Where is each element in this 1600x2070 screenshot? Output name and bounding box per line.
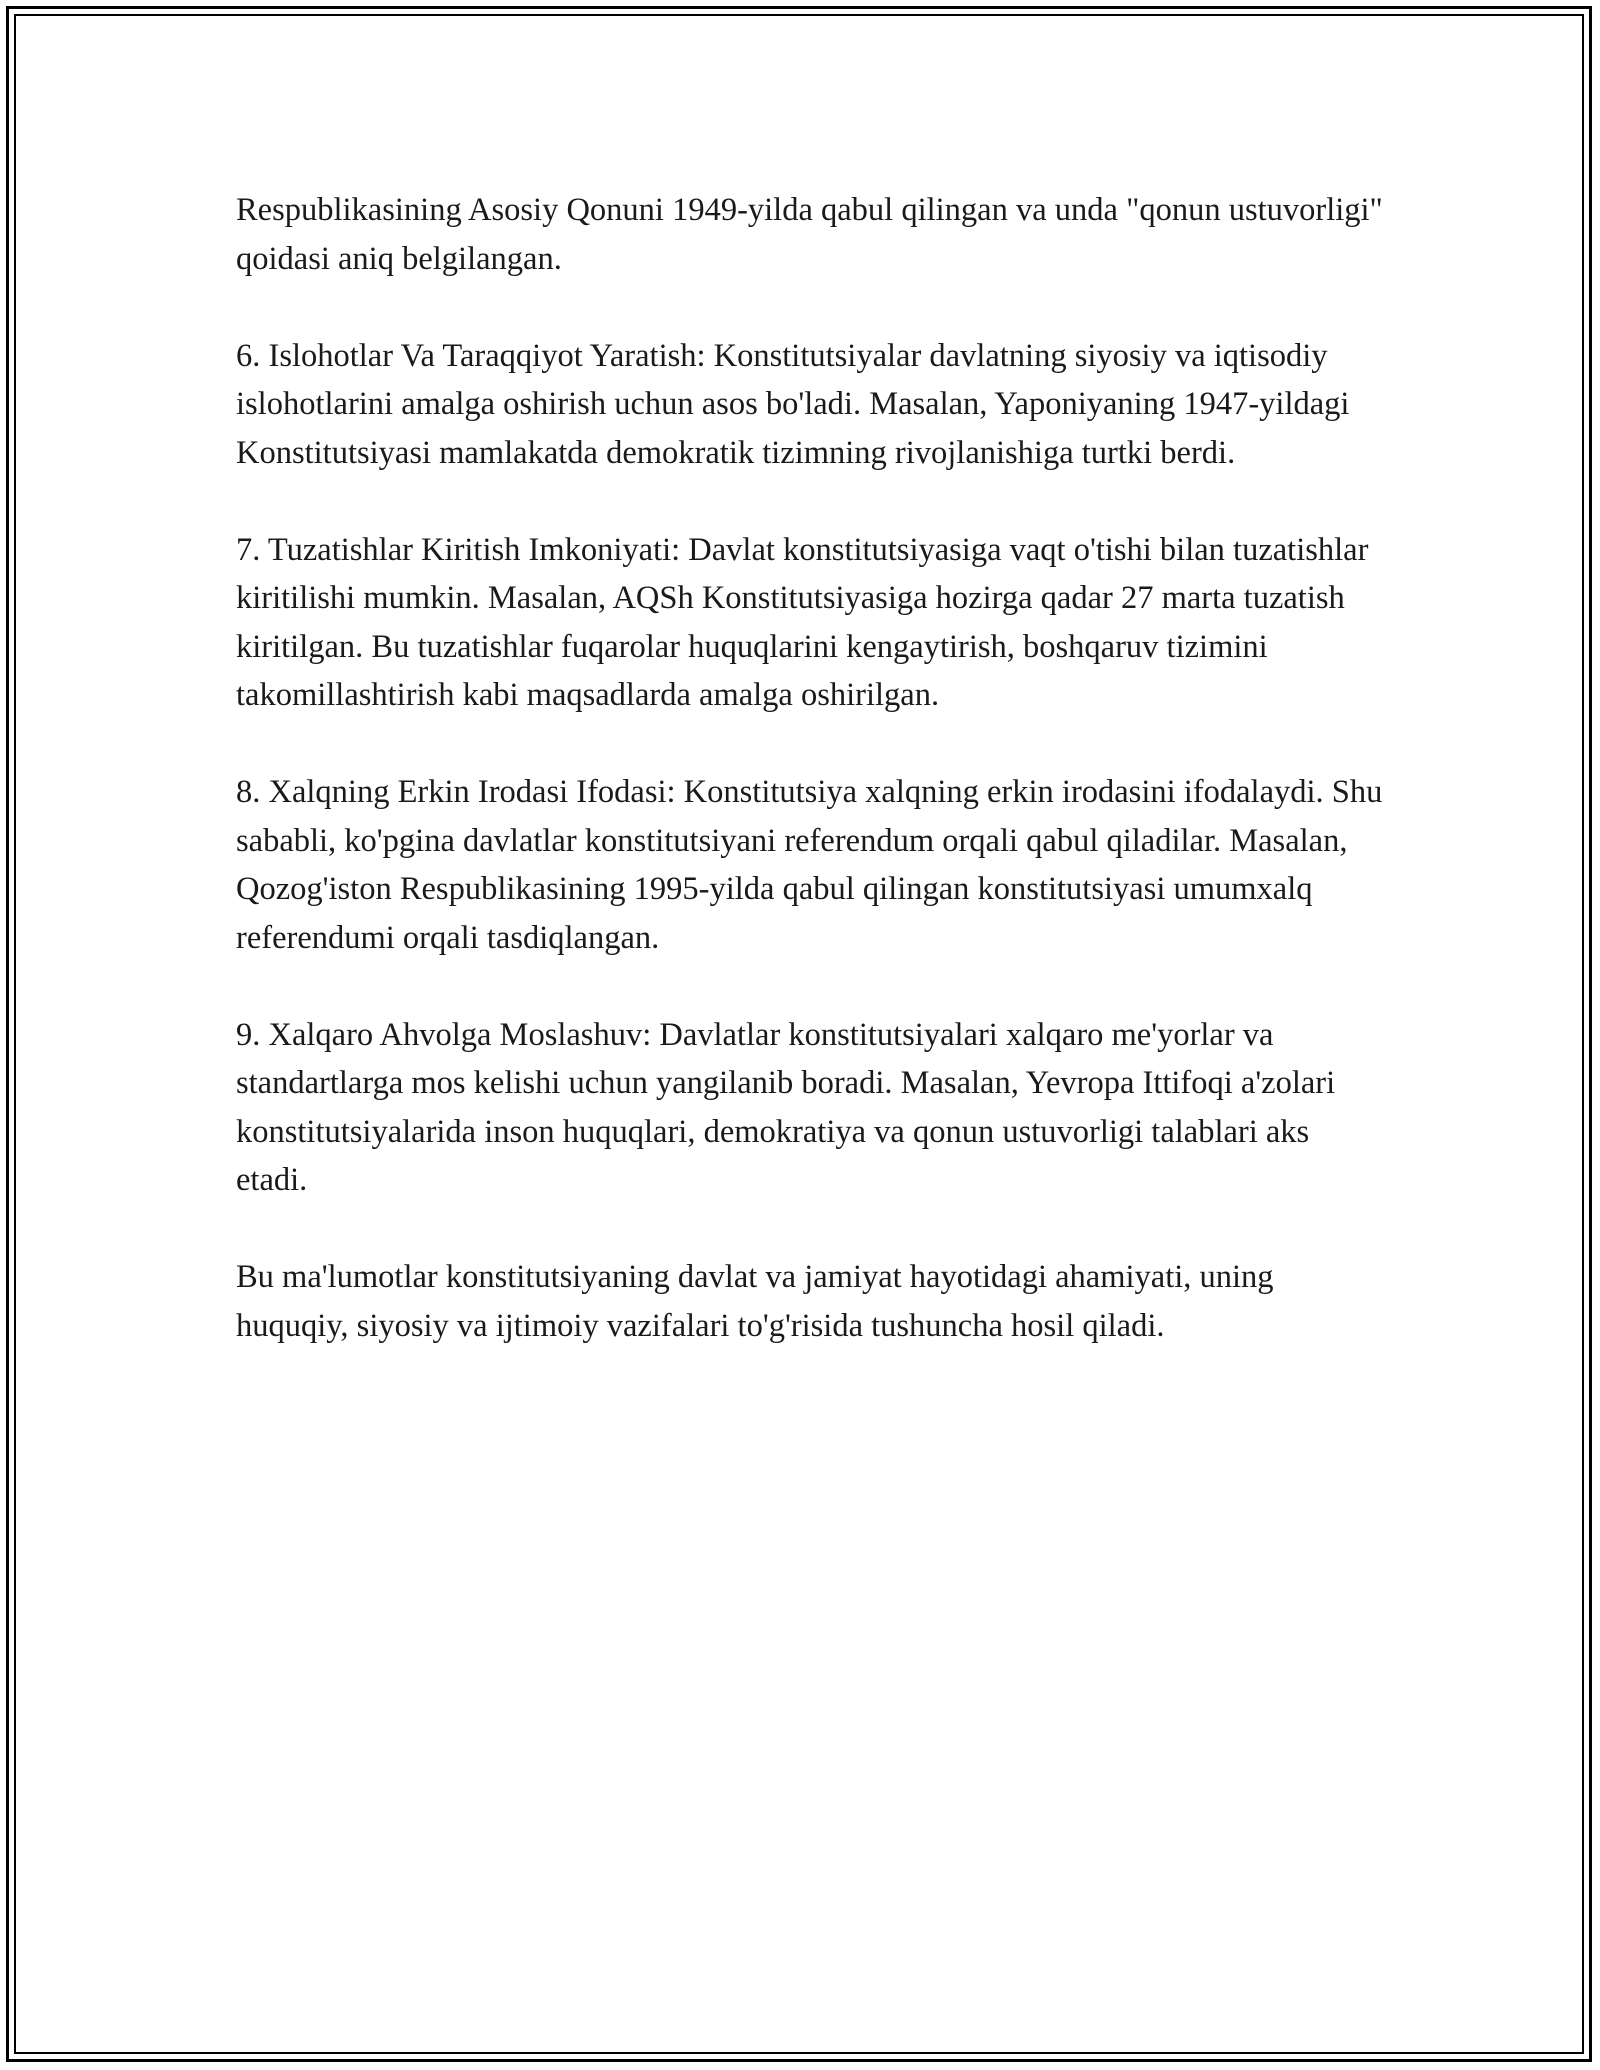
paragraph-intro-continuation: Respublikasining Asosiy Qonuni 1949-yilda qabul qilingan va unda "qonun ustuvorligi" qoidasi aniq belgilangan. <box>236 192 1383 277</box>
paragraph-conclusion: Bu ma'lumotlar konstitutsiyaning davlat va jamiyat hayotidagi ahamiyati, uning huquqiy, siyosiy va ijtimoiy vazifalari to'g'risida tushuncha hosil qiladi. <box>236 1259 1274 1344</box>
paragraph-9-international: 9. Xalqaro Ahvolga Moslashuv: Davlatlar konstitutsiyalari xalqaro me'yorlar va standartlarga mos kelishi uchun yangilanib boradi. Masalan, Yevropa Ittifoqi a'zolari konstitutsiyalarida inson huquqlari, demokratiya va qonun ustuvorligi talablari aks etadi. <box>236 1016 1336 1198</box>
paragraph-7-amendments: 7. Tuzatishlar Kiritish Imkoniyati: Davlat konstitutsiyasiga vaqt o'tishi bilan tuzatishlar kiritilishi mumkin. Masalan, AQSh Konstitutsiyasiga hozirga qadar 27 marta tuzatish kiritilgan. Bu tuzatishlar fuqarolar huquqlarini kengaytirish, boshqaruv tizimini takomillashtirish kabi maqsadlarda amalga oshirilgan. <box>236 531 1369 713</box>
paragraph-8-free-will: 8. Xalqning Erkin Irodasi Ifodasi: Konstitutsiya xalqning erkin irodasini ifodalaydi. Shu sababli, ko'pgina davlatlar konstitutsiyani referendum orqali qabul qiladilar. Masalan, Qozog'iston Respublikasining 1995-yilda qabul qilingan konstitutsiyasi umumxalq referendumi orqali tasdiqlangan. <box>236 774 1383 956</box>
paragraph-6-reforms: 6. Islohotlar Va Taraqqiyot Yaratish: Konstitutsiyalar davlatning siyosiy va iqtisodiy islohotlarini amalga oshirish uchun asos bo'ladi. Masalan, Yaponiyaning 1947-yildagi Konstitutsiyasi mamlakatda demokratik tizimning rivojlanishiga turtki berdi. <box>236 337 1350 471</box>
document-body <box>236 186 1386 1399</box>
